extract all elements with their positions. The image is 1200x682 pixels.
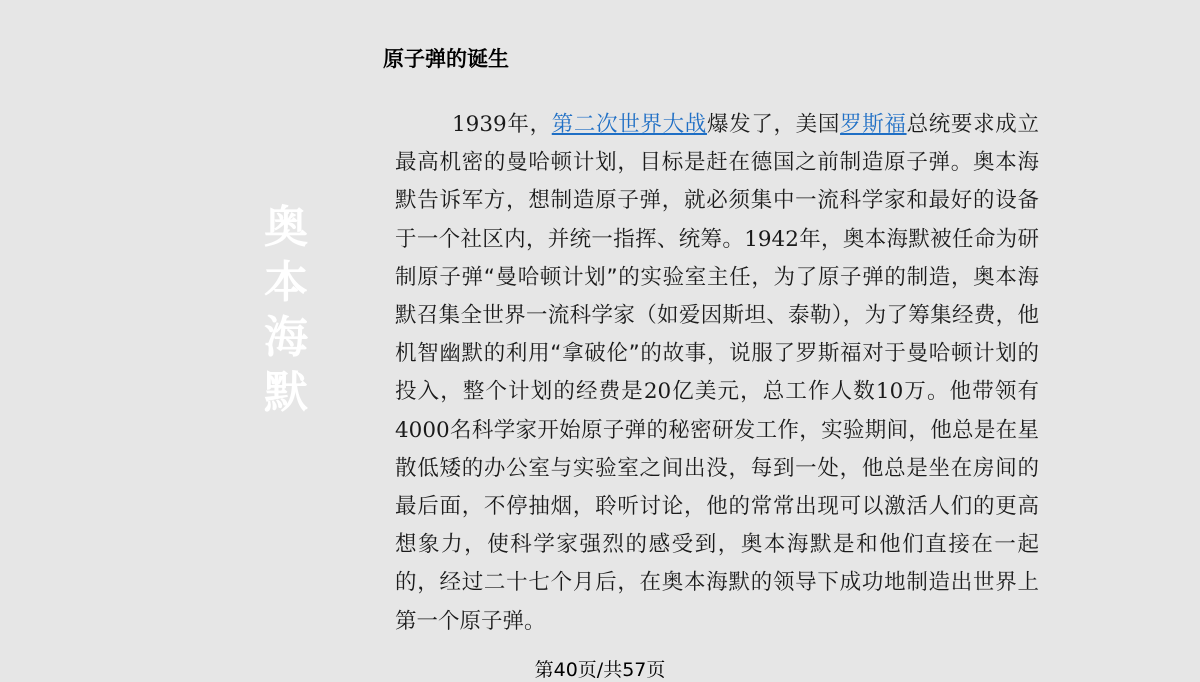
year-1939: 1939 [452,112,507,137]
number-4000: 4000 [395,417,450,443]
text-segment: 总统要求成立最高机密的曼哈顿计划，目标是赶在德国之前制造原子弹。奥本海默告诉军方，想制造原子弹，就必须集中一流科学家和最好的设备于一个社区内，并统一指挥、统筹。 [395,112,1039,252]
text-segment: 年，奥本海默被任命为研制原子弹“曼哈顿计划”的实验室主任，为了原子弹的制造，奥本海默召集全世界一流科学家（如爱因斯坦、泰勒），为了筹集经费，他机智幽默的利用“拿破伦”的故事，说服了罗斯福对于曼哈顿计划的投入，整个计划的经费是 [395,226,1039,405]
section-heading: 原子弹的诞生 [383,47,509,71]
year-1942: 1942 [744,226,799,252]
text-segment: 名科学家开始原子弹的秘密研发工作，实验期间，他总是在星散低矮的办公室与实验室之间出没，每到一处，他总是坐在房间的最后面，不停抽烟，聆听讨论，他的常常出现可以激活人们的更高想象力，使科学家强烈的感受到，奥本海默是和他们直接在一起的，经过二十七个月后，在奥本海默的领导下成功地制造出世界上第一个原子弹。 [395,417,1039,634]
link-world-war-2[interactable]: 第二次世界大战 [551,112,707,137]
link-roosevelt[interactable]: 罗斯福 [840,112,907,137]
page-number: 第40页/共57页 [534,659,666,681]
number-20: 20 [643,379,672,405]
text-segment: 亿美元，总工作人数 [671,379,876,405]
side-title-char: 默 [264,367,308,418]
text-segment: 爆发了，美国 [706,112,841,137]
side-title-char: 奥 [264,202,308,253]
text-segment: 万。他带领有 [903,379,1039,405]
text-segment: 年， [506,112,552,137]
body-paragraph [395,106,1039,641]
side-title-char: 海 [264,312,308,363]
number-10: 10 [875,379,904,405]
side-title [258,200,314,420]
side-title-char: 本 [264,257,308,308]
